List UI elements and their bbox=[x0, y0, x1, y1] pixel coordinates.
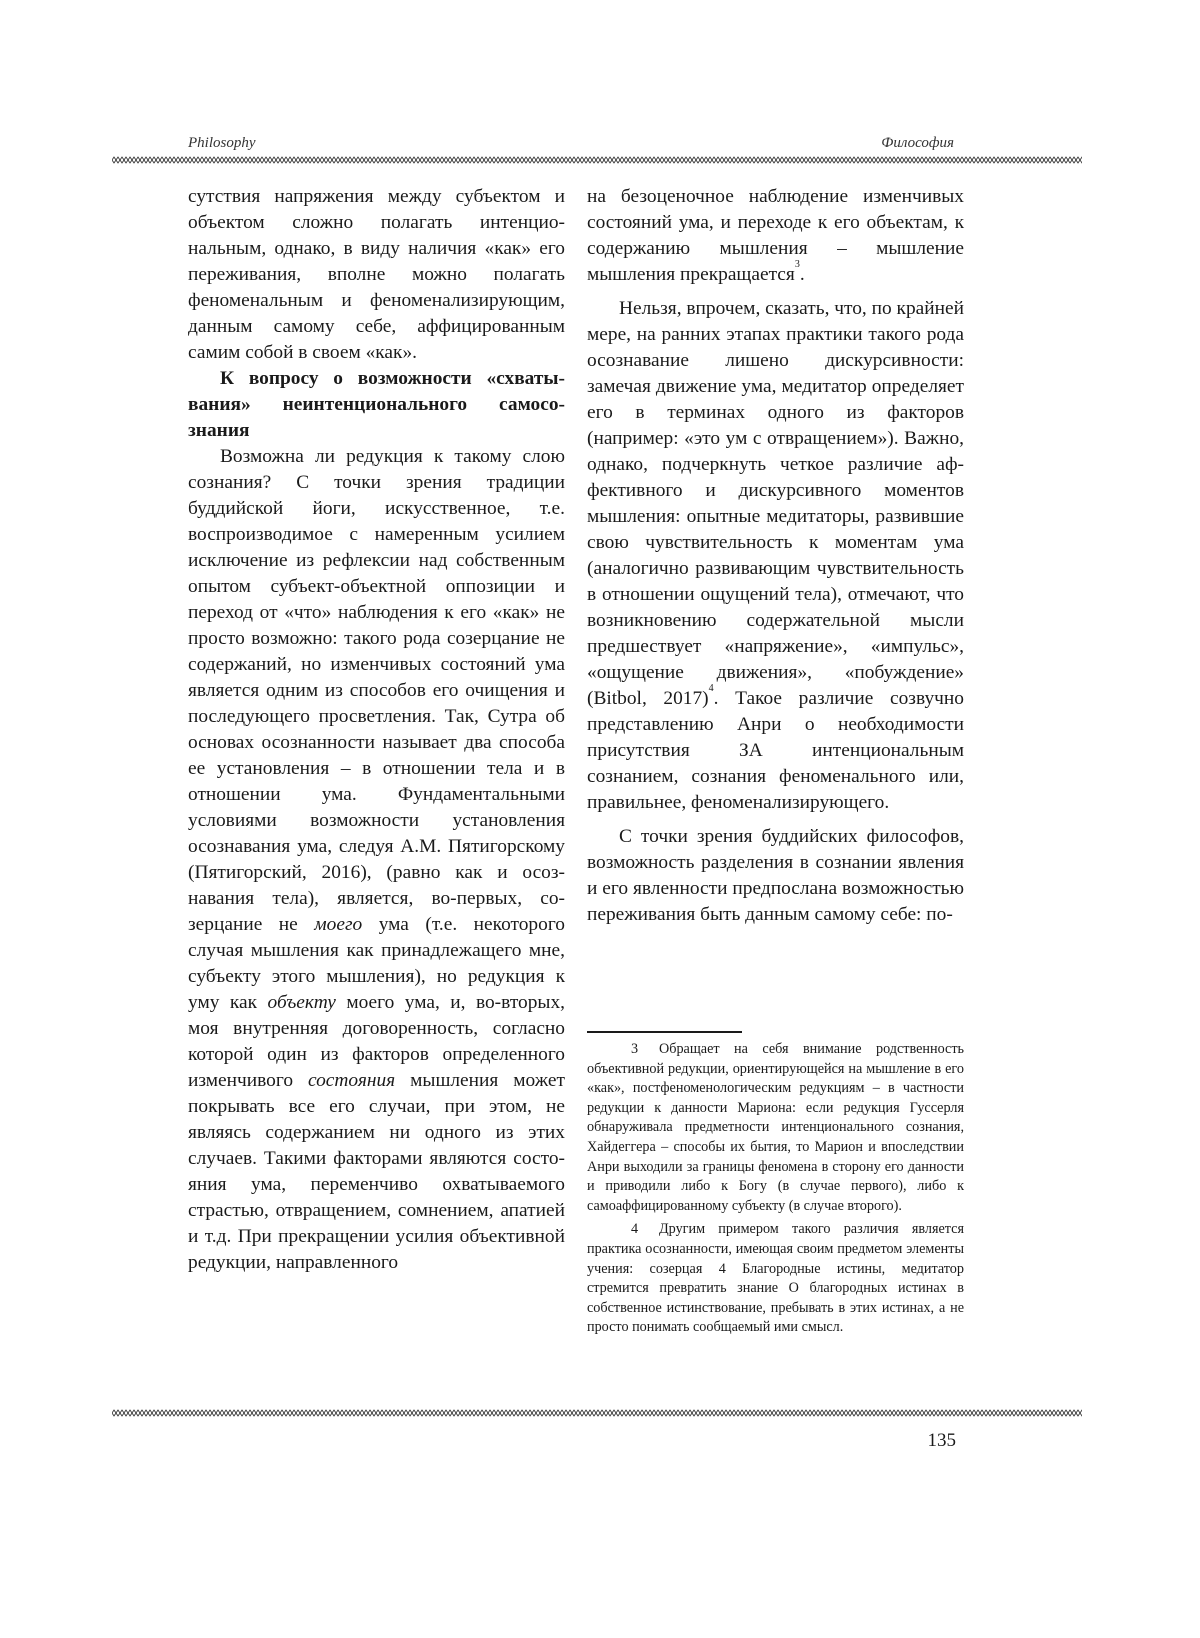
footnote bbox=[587, 1040, 964, 1216]
footnote bbox=[587, 1220, 964, 1338]
italic-text: моего bbox=[314, 914, 363, 935]
paragraph: С точки зрения буддийских философов, возможность разделения в сознании явления и его явленности предпослана возможностью переживания быть данным самому себе: по- bbox=[587, 826, 964, 925]
footnote-number: 3 bbox=[631, 1041, 639, 1057]
right-text-column bbox=[587, 184, 964, 928]
text-run: на безоценочное наблюдение изменчивых состояний ума, и переходе к его объектам, к содержанию мышления – мышление мышления прекращается bbox=[587, 186, 964, 285]
italic-text: объекту bbox=[267, 992, 336, 1013]
page-number: 135 bbox=[927, 1430, 956, 1451]
text-run: ума (т.е. некоторого случая мышления как принадлежащего мне, субъекту этого мышления), но редукция к уму как bbox=[188, 914, 565, 1013]
text-run: Нельзя, впрочем, сказать, что, по крайней мере, на ранних этапах практики такого рода осознавание лишено дискурсивности: замечая движение ума, медитатор определяет его в терминах одного из факторов (например: «это ум с отвращением»). Важно, однако, подчеркнуть четкое различие аффективного и дискурсивного моментов мышления: опытные медитаторы, развившие свою чувствительность к моментам ума (аналогично развивающим чувствительность в отношении ощущений тела), отмечают, что возникновению содержательной мысли предшествует «напряжение», «импульс», «ощущение движения», «побуждение» (Bitbol, 2017) bbox=[587, 298, 965, 709]
paragraph: сутствия напряжения между субъектом и объектом сложно полагать интенциональным, однако, в виду наличия «как» его переживания, вполне можно полагать феноменальным и феноменализирующим, данным самому себе, аффицированным самим собой в своем «как». bbox=[188, 186, 565, 363]
footnote-text: Обращает на себя внимание родственность объективной редукции, ориентирующейся на мышление в его «как», постфеноменологическим редукциям – в частности редукции к данности Мариона: если редукция Гуссерля обнаруживала предметности интенционального сознания, Хайдеггера – способы их бытия, то Марион и впоследствии Анри выходили за границы феномена в сторону его данности и приводили либо к Богу (в случае первого), либо к самоаффицированному субъекту (в случае второго). bbox=[587, 1041, 964, 1214]
footnote-text: Другим примером такого различия является практика осознанности, имеющая своим предметом элементы учения: созерцая 4 Благородные истины, медитатор стремится превратить знание О благородных истинах в собственное истинствование, пребывать в этих истинах, а не просто понимать сообщаемый ими смысл. bbox=[587, 1221, 964, 1336]
text-run: . Такое различие созвучно представлению Анри о необходимости присутствия ЗА интенциональным сознанием, сознания феноменального или, правильнее, феноменализирующего. bbox=[587, 688, 964, 813]
top-ornament-rule bbox=[112, 155, 1082, 165]
italic-text: состояния bbox=[307, 1070, 396, 1091]
footnote-ref[interactable]: 3 bbox=[794, 259, 800, 270]
section-heading: К вопросу о возможности «схватывания» неинтенционального самосознания bbox=[188, 368, 565, 441]
paragraph bbox=[188, 444, 565, 1276]
paragraph bbox=[587, 296, 964, 816]
text-run: моего ума, и, во-вторых, моя внутренняя договоренность, согласно которой один из факторов определенного изменчивого bbox=[188, 992, 565, 1091]
running-head-right: Философия bbox=[881, 135, 954, 151]
paragraph bbox=[587, 184, 964, 288]
text-run: . bbox=[799, 264, 805, 285]
text-run: Возможна ли редукция к такому слою сознания? С точки зрения традиции буддийской йоги, искусственное, т.е. воспроизводимое с намеренным усилием исключение из рефлексии над собственным опытом субъект-объектной оппозиции и переход от «что» наблюдения к его «как» не просто возможно: такого рода созерцание не содержаний, но изменчивых состояний ума является одним из способов его очищения и последующего просветления. Так, Сутра об основах осознанности называет два способа ее установления – в отношении тела и в отношении ума. Фундаментальными условиями возможности установления осознавания ума, следуя А.М. Пятигорскому (Пятигорский, 2016), (равно как и осознавания тела), является, во-первых, созерцание не bbox=[188, 446, 565, 935]
footnote-number: 4 bbox=[631, 1221, 639, 1238]
running-head-left: Philosophy bbox=[188, 135, 256, 151]
footnotes bbox=[587, 1040, 964, 1338]
footnote-separator bbox=[587, 1031, 742, 1033]
bottom-ornament-rule bbox=[112, 1408, 1082, 1418]
left-text-column bbox=[188, 184, 565, 1276]
text-run: мышления может покрывать все его случаи, при этом, не являясь содержанием ни одного из этих случаев. Такими факторами являются состояния ума, переменчиво охватываемого страстью, отвращением, сомнением, апатией и т.д. При прекращении усилия объективной редукции, направленного bbox=[188, 1070, 565, 1273]
footnote-ref[interactable]: 4 bbox=[708, 683, 714, 694]
